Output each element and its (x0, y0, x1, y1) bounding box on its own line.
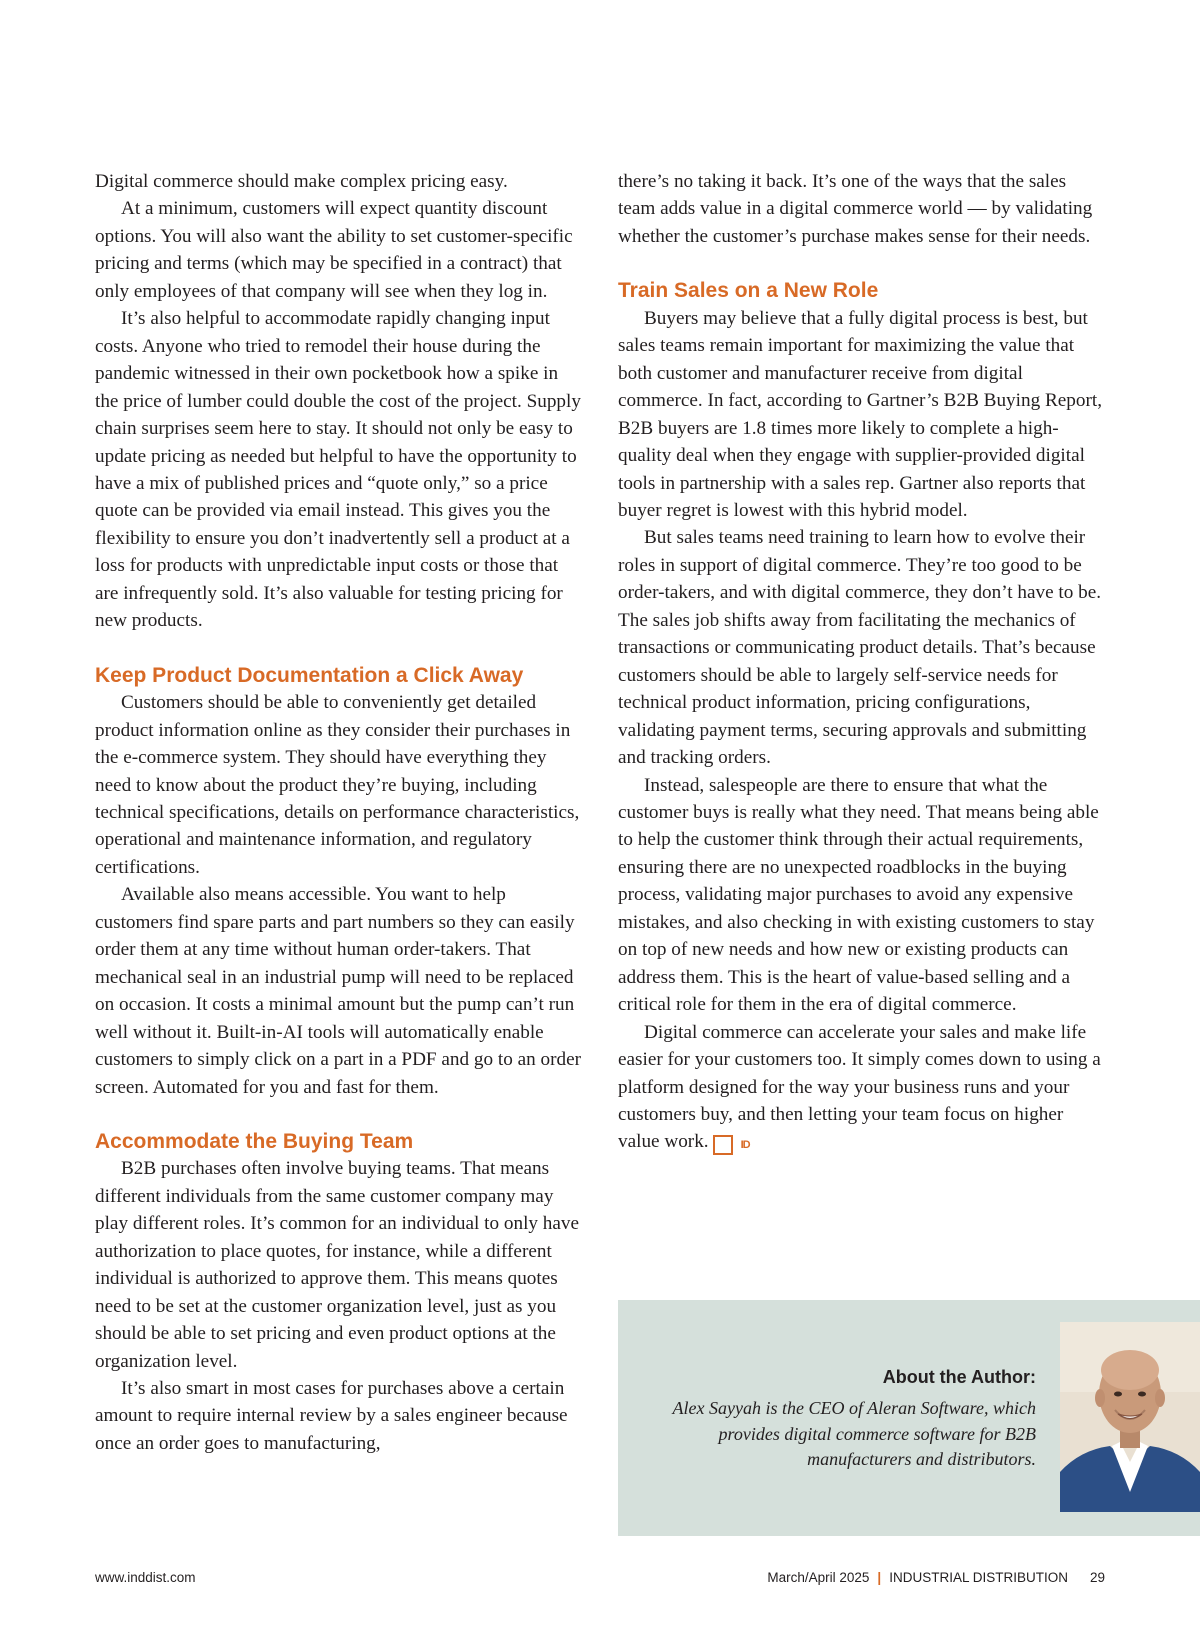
paragraph: It’s also smart in most cases for purchases above a certain amount to require internal review by a sales engineer because once an order goes to manufacturing, (95, 1378, 568, 1454)
publication-name: INDUSTRIAL DISTRIBUTION (889, 1570, 1068, 1585)
issue-date: March/April 2025 (767, 1570, 870, 1585)
paragraph: But sales teams need training to learn how to evolve their roles in support of digital commerce. They’re too good to be order-takers, and with digital commerce, they don’t have to be. The sales job shifts away from facilitating the mechanics of transactions or communicating product details. That’s because customers should be able to largely self-service needs for technical product information, pricing configurations, validating payment terms, securing approvals and submitting and tracking orders. (618, 527, 1102, 769)
author-text (638, 1364, 1036, 1473)
footer-separator: | (877, 1570, 882, 1585)
paragraph: Instead, salespeople are there to ensure that what the customer buys is really what they need. That means being able to help the customer think through their actual requirements, ensuring there are no unexpected roadblocks in the buying process, validating major purchases to avoid any expensive mistakes, and also checking in with existing customers to stay on top of new needs and how new or existing products can address them. This is the heart of value-based selling and a critical role for them in the era of digital commerce. (618, 774, 1099, 1016)
author-box (618, 1300, 1200, 1536)
paragraph: B2B purchases often involve buying teams. That means different individuals from the same customer company may play different roles. It’s common for an individual to only have authorization to place quotes, for instance, while a different individual is authorized to approve them. This means quotes need to be set at the customer organization level, just as you should be able to set pricing and even product options at the organization level. (95, 1158, 580, 1372)
paragraph: Buyers may believe that a fully digital process is best, but sales teams remain important for maximizing the value that both customer and manufacturer receive from digital commerce. In fact, according to Gartner’s B2B Buying Report, B2B buyers are 1.8 times more likely to complete a high-quality deal when they engage with supplier-provided digital tools in partnership with a sales rep. Gartner also reports that buyer regret is lowest with this hybrid model. (618, 307, 1102, 521)
paragraph: Available also means accessible. You want to help customers find spare parts and part numbers so they can easily order them at any time without human order-takers. That mechanical seal in an industrial pump will need to be replaced on occasion. It costs a minimal amount but the pump can’t run well without it. Built-in-AI tools will automatically enable customers to simply click on a part in a PDF and go to an order screen. Automated for you and fast for them. (95, 884, 581, 1098)
paragraph: At a minimum, customers will expect quantity discount options. You will also want the ability to set customer-specific pricing and terms (which may be specified in a contract) that only employees of that company will see when they log in. (95, 198, 573, 302)
author-bio: Alex Sayyah is the CEO of Aleran Software, which provides digital commerce software for B2B manufacturers and distributors. (672, 1398, 1036, 1469)
left-column (95, 168, 585, 1457)
paragraph (618, 1019, 1108, 1156)
paragraph: It’s also helpful to accommodate rapidly changing input costs. Anyone who tried to remodel their house during the pandemic witnessed in their own pocketbook how a spike in the price of lumber could double the cost of the project. Supply chain surprises seem here to stay. It should not only be easy to update pricing as needed but helpful to have the opportunity to have a mix of published prices and “quote only,” so a price quote can be provided via email instead. This gives you the flexibility to ensure you don’t inadvertently sell a product at a loss for products with unpredictable input costs or those that are infrequently sold. It’s also valuable for testing pricing for new products. (95, 308, 581, 632)
paragraph: Digital commerce should make complex pricing easy. (95, 171, 508, 192)
paragraph: Customers should be able to conveniently get detailed product information online as they consider their purchases in the e-commerce system. They should have everything they need to know about the product they’re buying, including technical specifications, details on performance characteristics, operational and maintenance information, and regulatory certifications. (95, 692, 580, 878)
author-heading: About the Author: (882, 1367, 1036, 1387)
author-portrait-icon (1060, 1322, 1200, 1512)
paragraph: there’s no taking it back. It’s one of the ways that the sales team adds value in a digital commerce world — by validating whether the customer’s purchase makes sense for their needs. (618, 171, 1093, 247)
right-column (618, 168, 1108, 1156)
website-link[interactable]: www.inddist.com (95, 1570, 196, 1585)
section-heading: Train Sales on a New Role (618, 279, 879, 303)
section-heading: Accommodate the Buying Team (95, 1129, 414, 1153)
paragraph-text: Digital commerce can accelerate your sales and make life easier for your customers too. It simply comes down to using a platform designed for the way your business runs and your customers buy, and then letting your team focus on higher value work. (618, 1021, 1101, 1153)
footer-right (767, 1570, 1105, 1585)
author-photo (1060, 1322, 1200, 1512)
section-heading: Keep Product Documentation a Click Away (95, 663, 524, 687)
end-mark-icon: ID (713, 1135, 733, 1155)
page-number: 29 (1089, 1570, 1105, 1585)
